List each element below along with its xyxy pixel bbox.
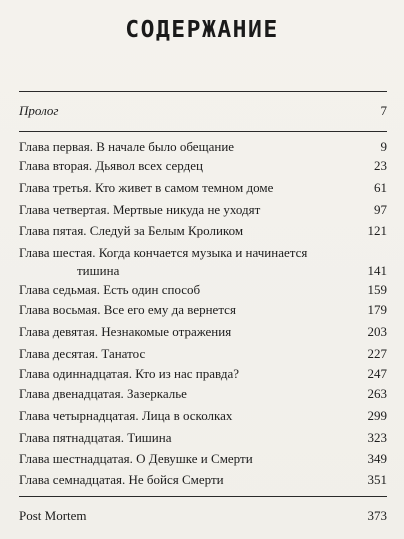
toc-entry-page: 179 bbox=[367, 302, 387, 317]
toc-entry-label: Глава третья. Кто живет в самом темном доме bbox=[19, 180, 274, 195]
page-title: СОДЕРЖАНИЕ bbox=[125, 17, 279, 43]
toc-entry-label: Глава вторая. Дьявол всех сердец bbox=[19, 158, 203, 173]
toc-entry-page: 263 bbox=[367, 386, 387, 401]
toc-entry-page: 349 bbox=[367, 451, 387, 466]
toc-entry-page: 323 bbox=[367, 430, 387, 445]
toc-entry-label: Глава шестая. Когда кончается музыка и начинается bbox=[19, 245, 308, 260]
toc-entry-label: Post Mortem bbox=[19, 508, 87, 523]
table-of-contents bbox=[19, 0, 387, 539]
toc-entry-page: 23 bbox=[374, 158, 387, 173]
toc-entry-label: Глава девятая. Незнакомые отражения bbox=[19, 324, 232, 339]
toc-entry-page: 97 bbox=[374, 202, 387, 217]
toc-entry-page: 7 bbox=[380, 103, 387, 118]
toc-entry-label: Пролог bbox=[19, 103, 59, 118]
toc-entry-page: 227 bbox=[367, 346, 387, 361]
toc-entry-label: Глава первая. В начале было обещание bbox=[19, 139, 235, 154]
toc-entry-page: 373 bbox=[367, 508, 387, 523]
toc-entry-label: Глава четырнадцатая. Лица в осколках bbox=[19, 408, 233, 423]
toc-entry-label: Глава восьмая. Все его ему да вернется bbox=[19, 302, 236, 317]
toc-entry-page: 61 bbox=[374, 180, 387, 195]
toc-entry-label: Глава седьмая. Есть один способ bbox=[19, 282, 201, 297]
toc-entry-page: 9 bbox=[380, 139, 387, 154]
toc-entry-label: Глава пятнадцатая. Тишина bbox=[19, 430, 172, 445]
toc-entry-label: Глава четвертая. Мертвые никуда не уходят bbox=[19, 202, 261, 217]
toc-entry-label: Глава пятая. Следуй за Белым Кроликом bbox=[19, 223, 244, 238]
toc-entry-page: 299 bbox=[367, 408, 387, 423]
toc-entry-label: Глава двенадцатая. Зазеркалье bbox=[19, 386, 187, 401]
toc-entry-page: 203 bbox=[367, 324, 387, 339]
toc-entry-label-continued: тишина bbox=[77, 263, 120, 278]
toc-entry-page: 159 bbox=[367, 282, 387, 297]
toc-entry-page: 247 bbox=[367, 366, 387, 381]
toc-entry-label: Глава шестнадцатая. О Девушке и Смерти bbox=[19, 451, 253, 466]
toc-entry-page: 351 bbox=[367, 472, 387, 487]
toc-entry-page: 121 bbox=[367, 223, 387, 238]
toc-entry-label: Глава одиннадцатая. Кто из нас правда? bbox=[19, 366, 239, 381]
toc-entry-label: Глава семнадцатая. Не бойся Смерти bbox=[19, 472, 224, 487]
toc-entry-page: 141 bbox=[367, 263, 387, 278]
toc-entry-label: Глава десятая. Танатос bbox=[19, 346, 146, 361]
